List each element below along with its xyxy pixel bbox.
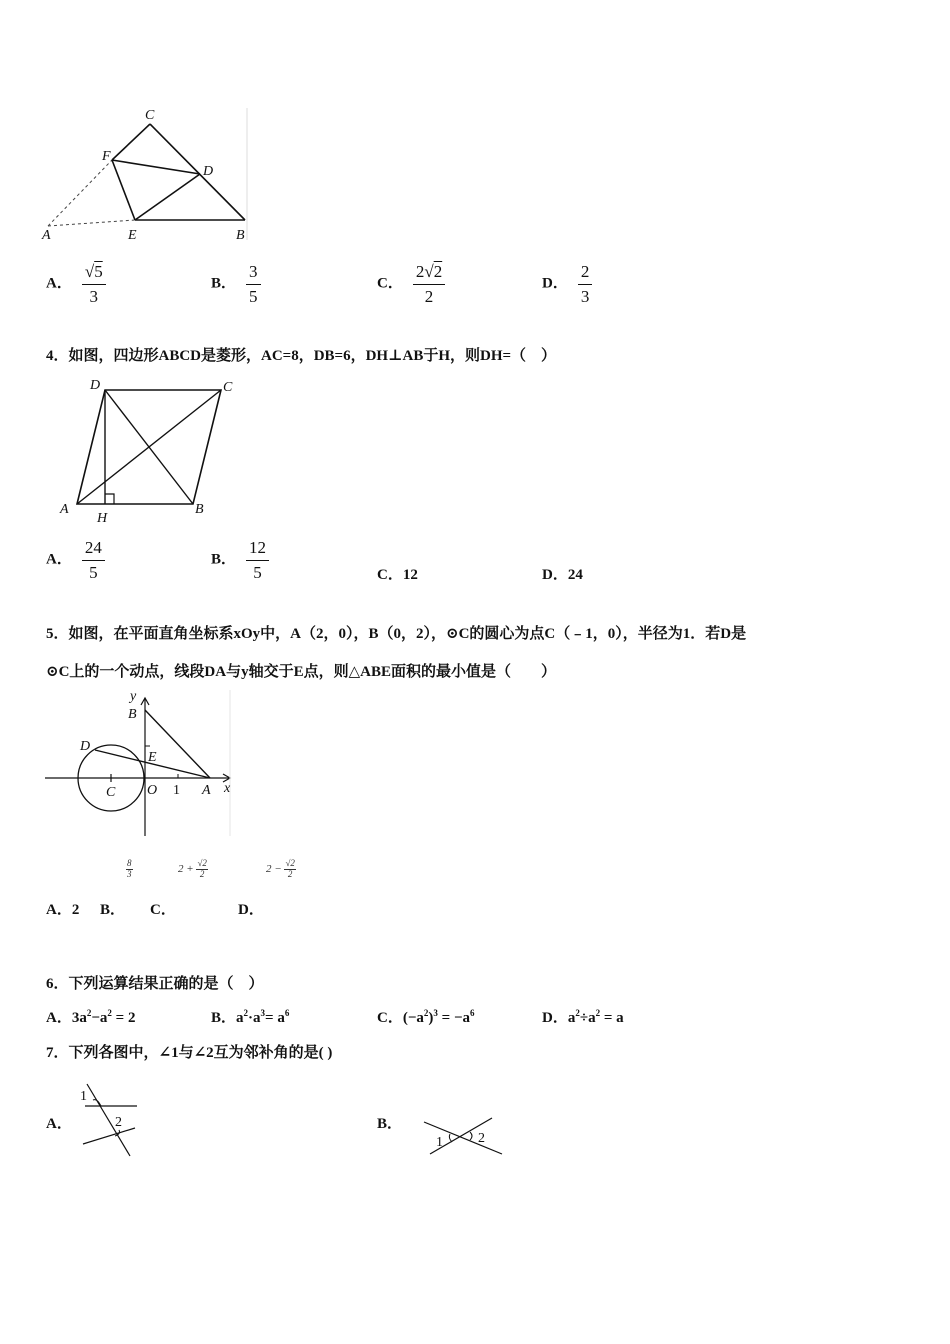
- q3-line-fc: [112, 124, 150, 160]
- q3-option-b[interactable]: [211, 262, 261, 306]
- q4-option-c[interactable]: [377, 563, 418, 584]
- option-letter: D．: [238, 902, 264, 918]
- q5-label-1: 1: [173, 783, 180, 798]
- fraction-numerator: 3: [246, 262, 261, 285]
- q3-option-d[interactable]: [542, 262, 592, 306]
- fraction-denominator: 2: [199, 868, 205, 879]
- q5-label-o: O: [147, 783, 158, 798]
- q5-label-b: B: [128, 707, 137, 722]
- fraction: [246, 538, 269, 582]
- q6-stem: 6．下列运算结果正确的是（ ）: [46, 976, 264, 992]
- q7-figure-a[interactable]: [75, 1080, 145, 1160]
- q3-label-d: D: [203, 164, 214, 179]
- option-letter: A．: [46, 1116, 72, 1132]
- fraction-numerator: √5: [82, 262, 106, 285]
- q3-dashed-ae: [48, 220, 135, 226]
- q4-stem: 4．如图，四边形ABCD是菱形，AC=8，DB=6，DH⊥AB于H，则DH=（ ）: [46, 348, 557, 364]
- q5-label-x: x: [224, 781, 231, 796]
- q3-label-a: A: [42, 228, 51, 243]
- option-value: 12: [402, 567, 418, 583]
- q5-label-d: D: [80, 739, 91, 754]
- option-letter: C．: [377, 275, 403, 292]
- fraction: [246, 262, 261, 306]
- q3-line-cb: [150, 124, 245, 220]
- q4-option-d[interactable]: [542, 563, 583, 584]
- q3-label-e: E: [128, 228, 137, 243]
- q7-figure-b[interactable]: [420, 1112, 510, 1160]
- q4-label-h: H: [97, 511, 108, 524]
- fraction-numerator: 2√2: [413, 262, 445, 285]
- q5-option-b[interactable]: [100, 898, 125, 919]
- option-letter: B．: [100, 902, 126, 918]
- fraction: [578, 262, 593, 306]
- fraction-numerator: √2: [285, 858, 295, 868]
- q5-segment-ba: [145, 710, 210, 778]
- q4-label-b: B: [195, 502, 204, 517]
- fraction-denominator: 5: [89, 562, 98, 582]
- fraction-denominator: 2: [424, 286, 434, 306]
- q7b-angle-label-2: 2: [478, 1131, 485, 1146]
- q6-option-a[interactable]: A．$3a^2-a^2 = 2$: [46, 1008, 136, 1026]
- q4-label-d: D: [90, 378, 101, 393]
- option-letter: B．: [211, 1010, 237, 1026]
- q7a-angle-label-1: 1: [80, 1089, 87, 1104]
- q5-option-d[interactable]: [238, 898, 264, 919]
- q5-option-c-value: 2 + $\frac{√2}{2}$: [178, 858, 207, 879]
- option-letter: B．: [211, 275, 237, 292]
- fraction-denominator: 2: [287, 868, 293, 879]
- fraction-denominator: 5: [249, 286, 258, 306]
- q4-option-a[interactable]: [46, 538, 105, 582]
- q5-option-b-value: [126, 859, 133, 880]
- q3-line-de: [135, 174, 200, 220]
- option-letter: C．: [150, 902, 176, 918]
- q6-option-d[interactable]: D．$a^2\div a^2 = a$: [542, 1008, 624, 1026]
- option-letter: C．: [377, 1010, 403, 1026]
- option-letter: A．: [46, 275, 72, 292]
- q5-option-a[interactable]: [46, 898, 79, 919]
- q4-figure: [55, 374, 245, 524]
- q7a-line-slanted: [83, 1128, 135, 1144]
- fraction-numerator: 12: [246, 538, 269, 561]
- fraction-denominator: 5: [253, 562, 262, 582]
- option-value: 2: [71, 902, 80, 918]
- fraction: [82, 538, 105, 582]
- q3-option-a[interactable]: [46, 262, 106, 306]
- option-letter: A．: [46, 1010, 72, 1026]
- fraction-denominator: 3: [127, 868, 132, 879]
- q7b-angle-arc-2: [470, 1132, 472, 1140]
- q3-label-b: B: [236, 228, 245, 243]
- q5-option-d-value: 2 − $\frac{√2}{2}$: [266, 858, 295, 879]
- fraction-numerator: 24: [82, 538, 105, 561]
- fraction-numerator: 8: [127, 858, 132, 868]
- q7a-angle-label-2: 2: [115, 1115, 122, 1130]
- option-letter: B．: [377, 1116, 403, 1132]
- q3-label-f: F: [102, 149, 111, 164]
- fraction-numerator: √2: [197, 858, 207, 868]
- q4-right-angle-mark: [105, 494, 114, 504]
- fraction: [82, 262, 106, 306]
- q5-label-y: y: [130, 689, 137, 704]
- q5-option-c[interactable]: [150, 898, 176, 919]
- option-letter: B．: [211, 551, 237, 568]
- fraction-denominator: 3: [89, 286, 99, 306]
- q4-diagonal-db: [105, 390, 193, 504]
- q3-label-c: C: [145, 108, 155, 123]
- q6-option-c[interactable]: C．$(-a^2)^3 = -a^6$: [377, 1008, 475, 1026]
- q7-stem: 7．下列各图中，∠1与∠2互为邻补角的是( ): [46, 1045, 333, 1061]
- q3-dashed-af: [48, 160, 112, 226]
- q3-option-c[interactable]: [377, 262, 445, 306]
- fraction: [413, 262, 445, 306]
- q4-option-b[interactable]: [211, 538, 269, 582]
- option-letter: C．: [377, 567, 403, 583]
- q5-figure: [40, 688, 240, 838]
- q6-option-b[interactable]: B．$a^2\cdot a^3= a^6$: [211, 1008, 290, 1026]
- option-letter: A．: [46, 902, 72, 918]
- fraction-numerator: 2: [578, 262, 593, 285]
- option-letter: D．: [542, 1010, 568, 1026]
- option-letter: A．: [46, 551, 72, 568]
- q5-label-e: E: [148, 750, 157, 765]
- q7b-angle-label-1: 1: [436, 1135, 443, 1150]
- option-letter: D．: [542, 275, 568, 292]
- q7-option-a[interactable]: [46, 1112, 72, 1133]
- q3-line-fe: [112, 160, 135, 220]
- q5-label-c: C: [106, 785, 116, 800]
- option-value: 24: [567, 567, 583, 583]
- q7a-line-steep: [87, 1084, 130, 1156]
- q5-label-a: A: [202, 783, 211, 798]
- q4-label-a: A: [60, 502, 69, 517]
- q4-label-c: C: [223, 380, 233, 395]
- option-letter: D．: [542, 567, 568, 583]
- fraction-denominator: 3: [580, 286, 590, 306]
- q3-figure: [40, 104, 255, 244]
- q5-stem-line-1: 5．如图，在平面直角坐标系xOy中，A（2，0），B（0，2），⊙C的圆心为点C（﹣1，0），半径为1．若D是: [46, 626, 747, 642]
- q7-option-b[interactable]: [377, 1112, 402, 1133]
- q5-stem-line-2: ⊙C上的一个动点，线段DA与y轴交于E点，则△ABE面积的最小值是（ ）: [46, 664, 556, 680]
